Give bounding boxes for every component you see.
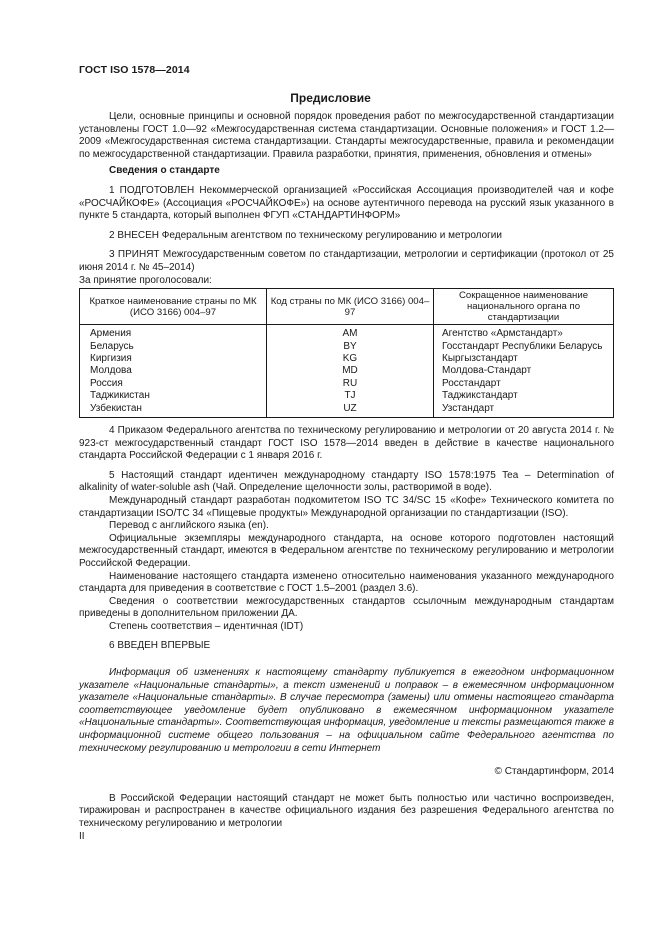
item-5-official-copies: Официальные экземпляры международного стандарта, на основе которого подготовлен настоящий межгосударственный стандарт, имеются в Федеральном агентстве по техническому регулированию и метрологии Российской Федерации. [79, 532, 614, 569]
body-cell: Росстандарт [434, 378, 614, 390]
header-body: Сокращенное наименование национального органа по стандартизации [434, 289, 614, 325]
code-cell: MD [267, 365, 434, 377]
item-2-introduced: 2 ВНЕСЕН Федеральным агентством по техническому регулированию и метрологии [109, 229, 502, 241]
about-standard-heading: Сведения о стандарте [109, 165, 220, 177]
body-cell: Госстандарт Республики Беларусь [434, 341, 614, 353]
code-cell: TJ [267, 390, 434, 402]
table-row [80, 325, 614, 341]
item-5-references: Сведения о соответствии межгосударственных стандартов ссылочным международным стандартам приведены в дополнительном приложении ДА. [79, 595, 614, 620]
item-4-order: 4 Приказом Федерального агентства по техническому регулированию и метрологии от 20 августа 2014 г. № 923-ст межгосударственный стандарт ГОСТ ISO 1578—2014 введен в действие в качестве национального стандарта Российской Федерации с 1 января 2016 г. [79, 424, 614, 462]
table-row [80, 353, 614, 365]
table-row [80, 378, 614, 390]
item-5-identical: 5 Настоящий стандарт идентичен международному стандарту ISO 1578:1975 Tea – Determination of alkalinity of water-soluble ash (Чай. Определение щелочности золы, растворимой в воде). [79, 469, 614, 494]
copyright-line: © Стандартинформ, 2014 [494, 766, 614, 778]
code-cell: UZ [267, 403, 434, 418]
body-cell: Узстандарт [434, 403, 614, 418]
item-5-developer: Международный стандарт разработан подкомитетом ISO TC 34/SC 15 «Кофе» Технического комитета по стандартизации ISO/TC 34 «Пищевые продукты» Международной организации по стандартизации (ISO). [79, 494, 614, 519]
document-body [79, 111, 614, 843]
body-cell: Таджикстандарт [434, 390, 614, 402]
country-cell: Таджикистан [80, 390, 267, 402]
intro-paragraph: Цели, основные принципы и основной порядок проведения работ по межгосударственной стандартизации установлены ГОСТ 1.0—92 «Межгосударственная система стандартизации. Основные положения» и ГОСТ 1.2—2009 «Межгосударственная система стандартизации. Стандарты межгосударственные, правила и рекомендации по межгосударственной стандартизации. Правила разработки, принятия, применения, обновления и отмены» [79, 111, 614, 160]
code-cell: KG [267, 353, 434, 365]
code-cell: RU [267, 378, 434, 390]
country-cell: Беларусь [80, 341, 267, 353]
table-row [80, 390, 614, 402]
body-cell: Кыргызстандарт [434, 353, 614, 365]
country-cell: Узбекистан [80, 403, 267, 418]
vote-caption: За принятие проголосовали: [79, 274, 212, 286]
code-cell: AM [267, 325, 434, 341]
standard-code: ГОСТ ISO 1578—2014 [79, 64, 190, 76]
table-row [80, 365, 614, 377]
reproduction-notice: В Российской Федерации настоящий стандарт не может быть полностью или частично воспроизведен, тиражирован и распространен в качестве официального издания без разрешения Федерального агентства по техническому регулированию и метрологии [79, 792, 614, 829]
country-cell: Молдова [80, 365, 267, 377]
vote-table-header [80, 289, 614, 325]
item-3-adopted: 3 ПРИНЯТ Межгосударственным советом по стандартизации, метрологии и сертификации (протокол от 25 июня 2014 г. № 45–2014) [79, 249, 614, 273]
body-cell: Молдова-Стандарт [434, 365, 614, 377]
header-code: Код страны по МК (ИСО 3166) 004–97 [267, 289, 434, 325]
item-1-prepared: 1 ПОДГОТОВЛЕН Некоммерческой организацией «Российская Ассоциация производителей чая и кофе «РОСЧАЙКОФЕ» (Ассоциация «РОСЧАЙКОФЕ») на основе аутентичного перевода на русский язык указанного в пункте 5 стандарта, который выполнен ФГУП «СТАНДАРТИНФОРМ» [79, 184, 614, 222]
vote-table [79, 288, 614, 418]
item-5-degree: Степень соответствия – идентичная (IDT) [109, 620, 304, 632]
country-cell: Армения [80, 325, 267, 341]
item-6-first-introduced: 6 ВВЕДЕН ВПЕРВЫЕ [109, 640, 211, 652]
item-5-name-change: Наименование настоящего стандарта изменено относительно наименования указанного международного стандарта для приведения в соответствие с ГОСТ 1.5–2001 (раздел 3.6). [79, 570, 614, 595]
country-cell: Россия [80, 378, 267, 390]
body-cell: Агентство «Армстандарт» [434, 325, 614, 341]
page-title: Предисловие [290, 91, 371, 105]
header-country: Краткое наименование страны по МК (ИСО 3166) 004–97 [80, 289, 267, 325]
code-cell: BY [267, 341, 434, 353]
table-row [80, 341, 614, 353]
changes-info-notice: Информация об изменениях к настоящему стандарту публикуется в ежегодном информационном указателе «Национальные стандарты», а текст изменений и поправок – в ежемесячном информационном указателе «Национальные стандарты». В случае пересмотра (замены) или отмены настоящего стандарта соответствующее уведомление будет опубликовано в ежемесячном информационном указателе «Национальные стандарты». Соответствующая информация, уведомление и тексты размещаются также в информационной системе общего пользования – на официальном сайте Федерального агентства по техническому регулированию и метрологии в сети Интернет [79, 667, 614, 754]
page-number: II [79, 830, 85, 842]
table-row [80, 403, 614, 418]
item-5-translation: Перевод с английского языка (en). [109, 520, 269, 532]
country-cell: Киргизия [80, 353, 267, 365]
